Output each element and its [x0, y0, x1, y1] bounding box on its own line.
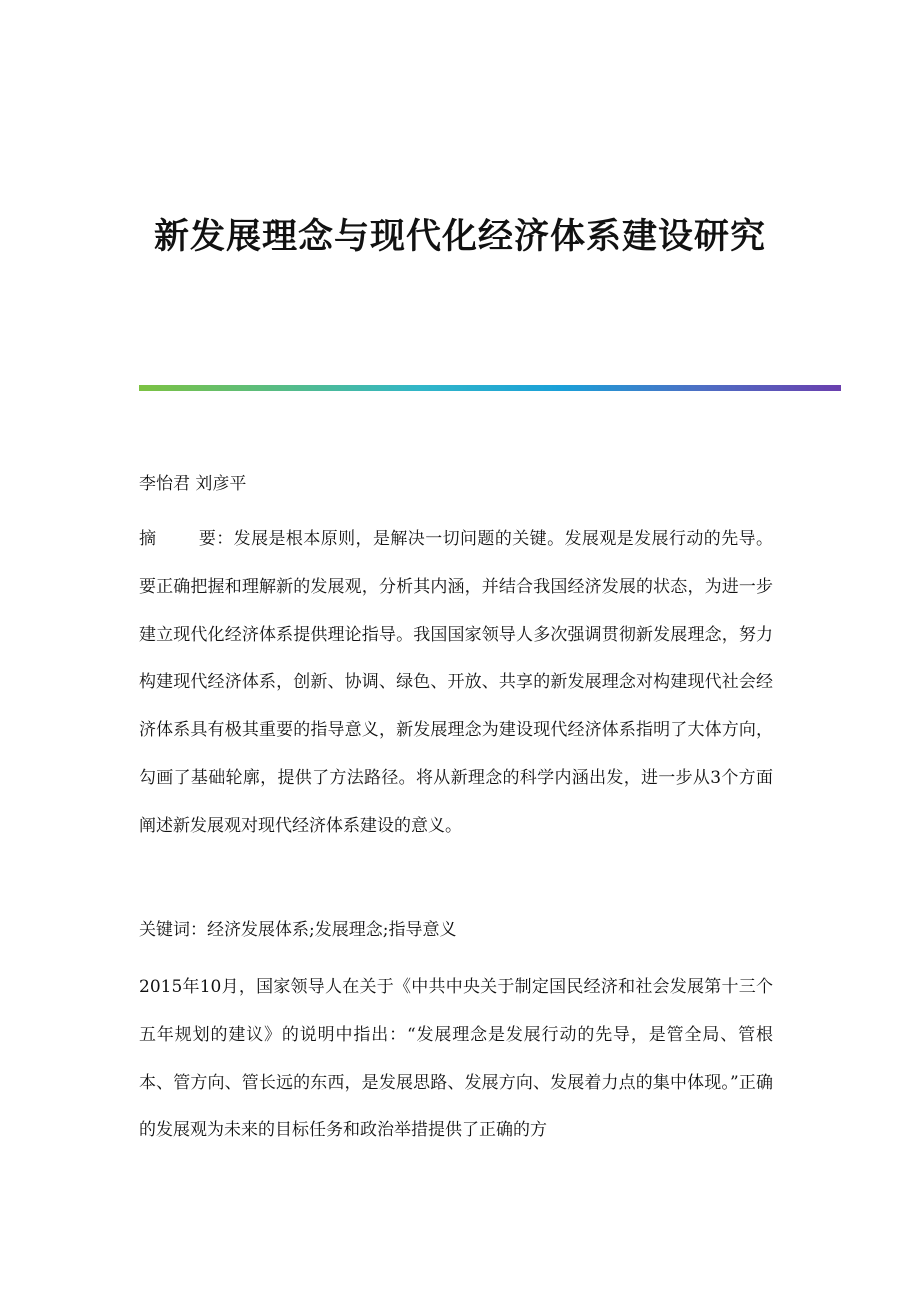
keywords-text: 经济发展体系;发展理念;指导意义 [207, 920, 457, 940]
abstract-text: 发展是根本原则，是解决一切问题的关键。发展观是发展行动的先导。要正确把握和理解新的发展观，分析其内涵，并结合我国经济发展的状态，为进一步建立现代化经济体系提供理论指导。我国国家领导人多次强调贯彻新发展理念，努力构建现代经济体系，创新、协调、绿色、开放、共享的新发展理念对构建现代社会经济体系具有极其重要的指导意义，新发展理念为建设现代经济体系指明了大体方向，勾画了基础轮廓，提供了方法路径。将从新理念的科学内涵出发，进一步从3个方面阐述新发展观对现代经济体系建设的意义。 [139, 529, 774, 836]
authors: 李怡君 刘彦平 [139, 474, 247, 494]
title-divider [139, 385, 841, 391]
abstract-label-second: 要： [198, 529, 234, 549]
body-paragraph: 2015年10月，国家领导人在关于《中共中央关于制定国民经济和社会发展第十三个五年规划的建议》的说明中指出：“发展理念是发展行动的先导，是管全局、管根本、管方向、管长远的东西，是发展思路、发展方向、发展着力点的集中体现。”正确的发展观为未来的目标任务和政治举措提供了正确的方 [139, 977, 773, 1141]
keywords-line [139, 907, 773, 955]
keywords-label: 关键词： [139, 920, 207, 940]
document-title: 新发展理念与现代化经济体系建设研究 [153, 216, 766, 257]
abstract-label-first: 摘 [139, 529, 157, 549]
abstract-paragraph [139, 516, 773, 851]
